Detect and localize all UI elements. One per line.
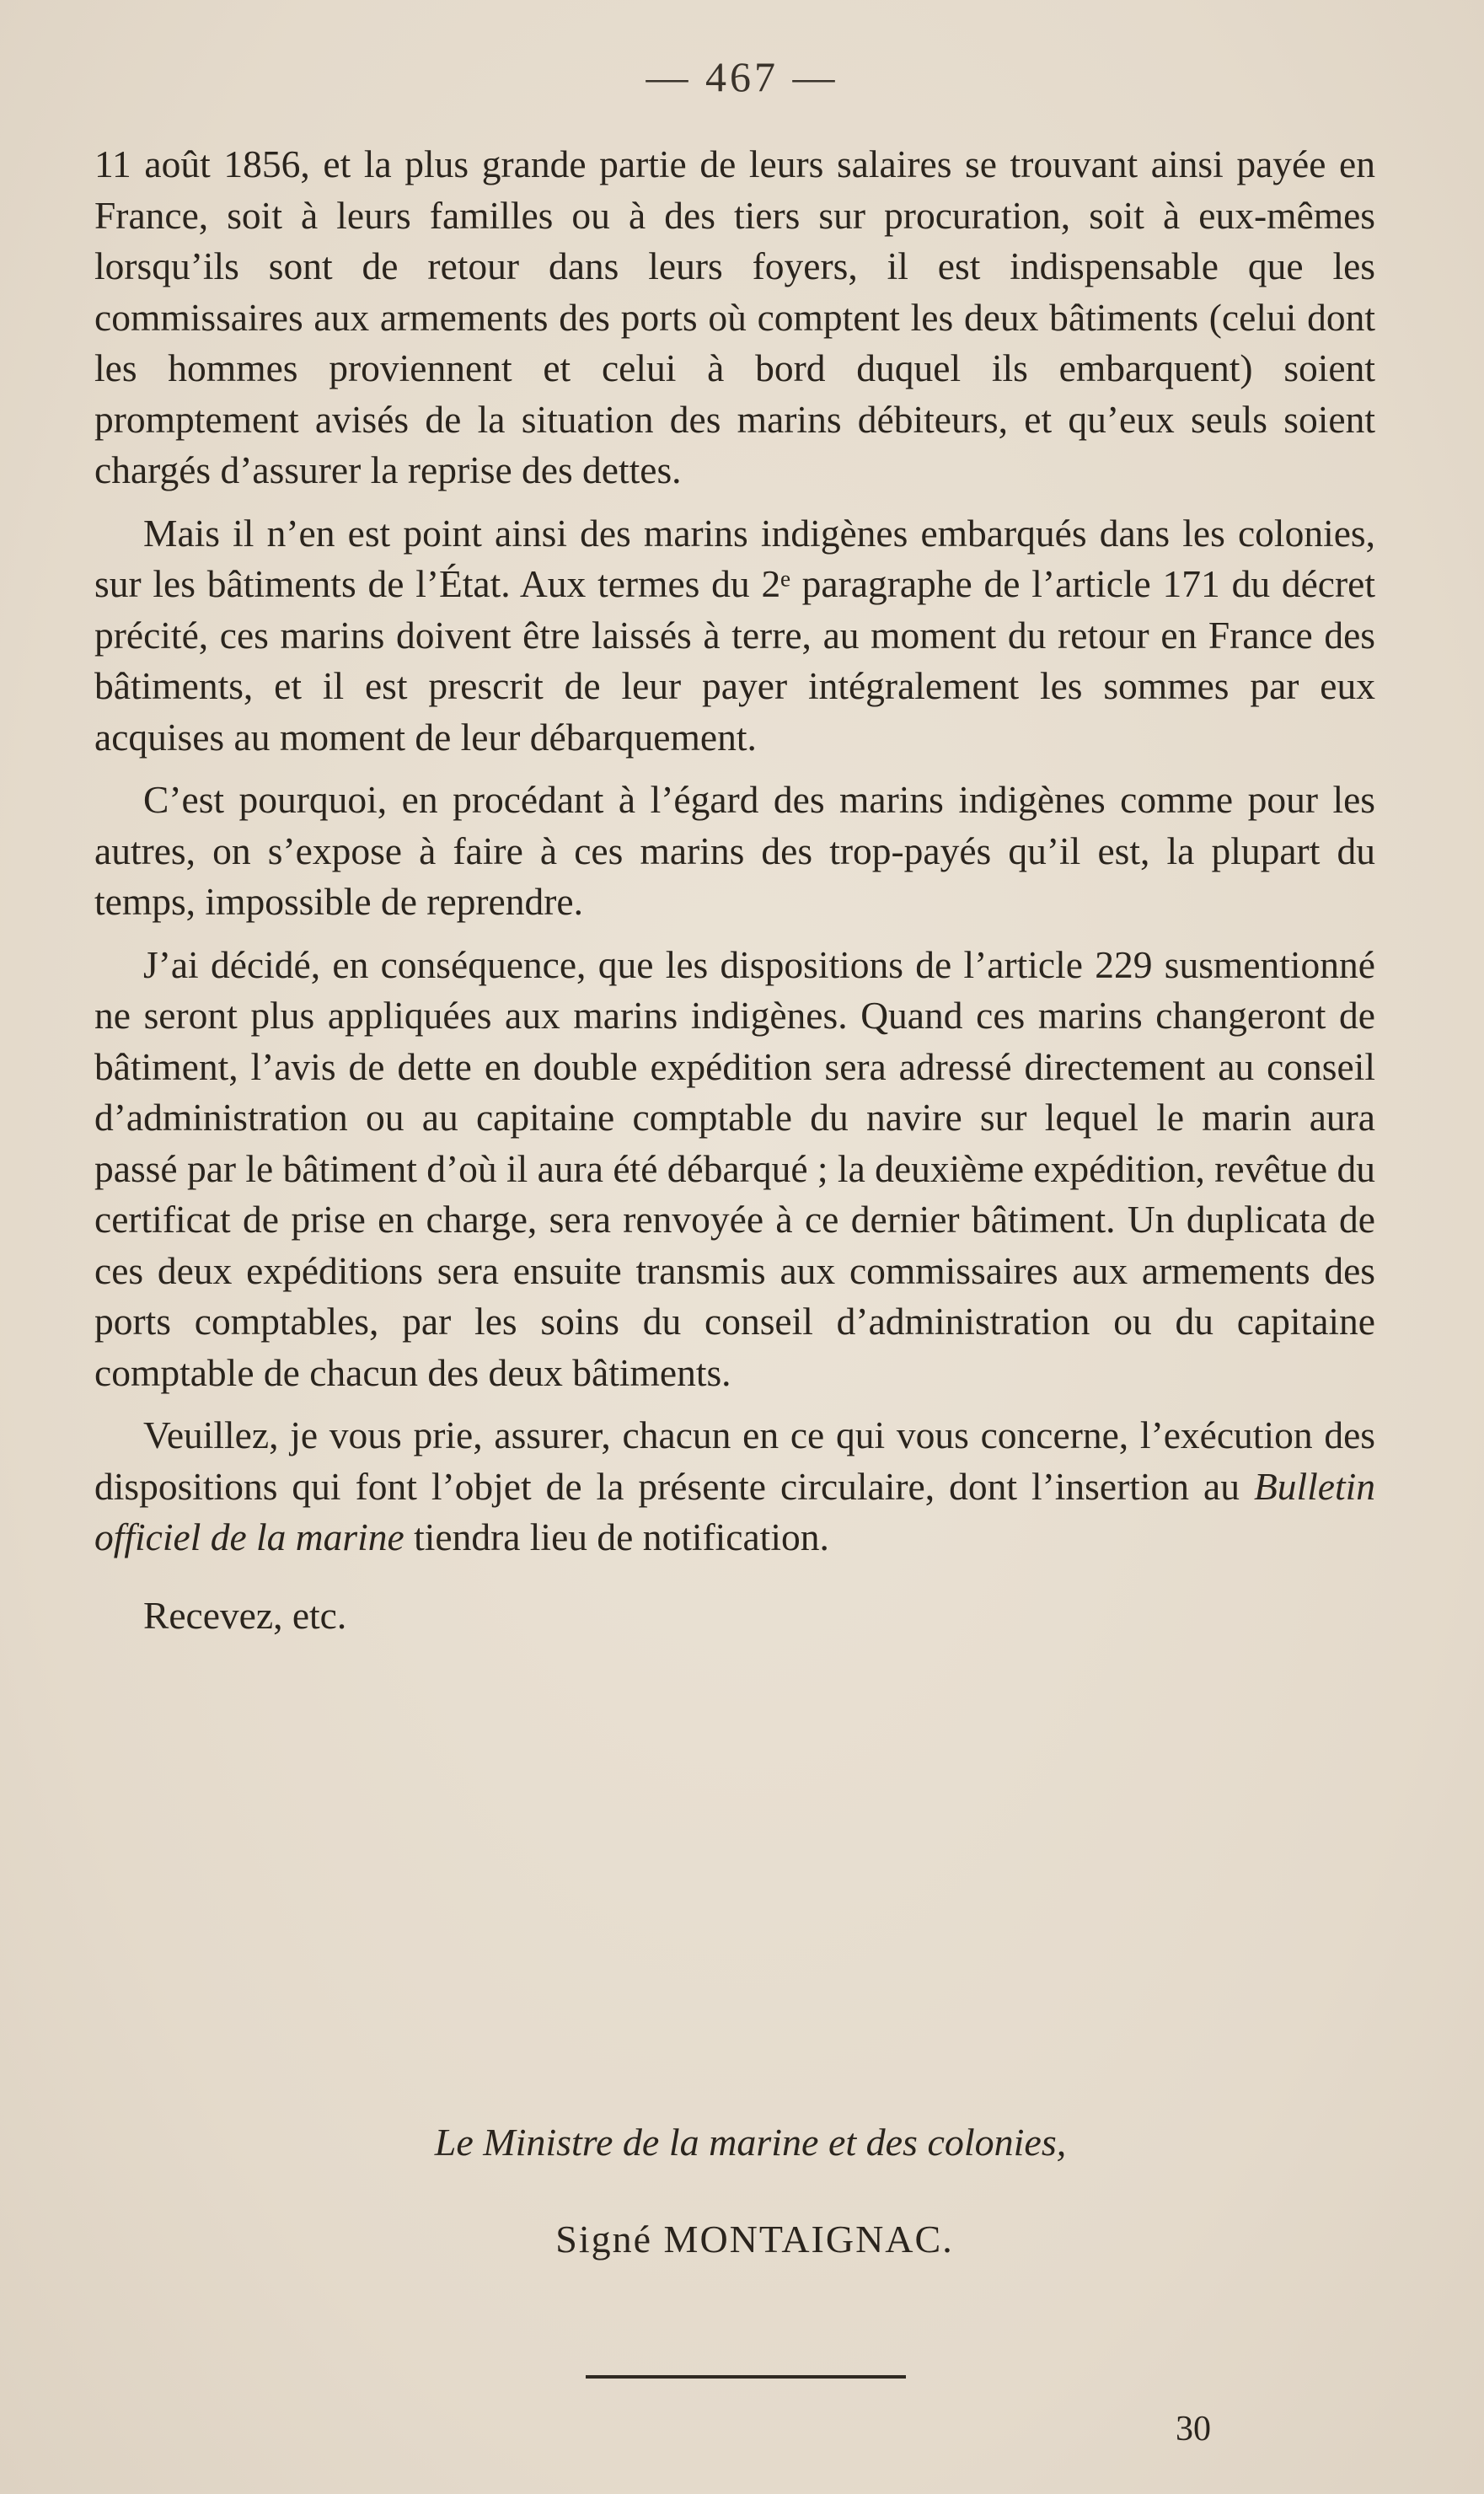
sheet-number: 30 <box>1176 2410 1211 2448</box>
signatory-name: Signé MONTAIGNAC. <box>555 2218 954 2261</box>
bulletin-title: Bulletin officiel de la marine <box>94 1464 1375 1558</box>
footer-rule <box>586 2375 906 2379</box>
paragraph-overpayments: C’est pourquoi, en procédant à l’égard des marins indigènes comme pour les autres, on s’expose à faire à ces marins des trop-payés qu’il est, la plupart du temps, impossible de reprendre. <box>94 778 1375 923</box>
document-body <box>94 139 1375 1653</box>
paragraph-indigenous-sailors: Mais il n’en est point ainsi des marins indigènes embarqués dans les colonies, sur les bâtiments de l’État. Aux termes du 2ᵉ paragraphe de l’article 171 du décret précité, ces marins doivent être laissés à terre, au moment du retour en France des bâtiments, et il est prescrit de leur payer intégralement les sommes par eux acquises au moment de leur débarquement. <box>94 511 1375 759</box>
paragraph-decision: J’ai décidé, en conséquence, que les dispositions de l’article 229 susmentionné ne seront plus appliquées aux marins indigènes. Quand ces marins changeront de bâtiment, l’avis de dette en double expédition sera adressé directement au conseil d’administration ou au capitaine comptable du navire sur lequel le marin aura passé par le bâtiment d’où il aura été débarqué ; la deuxième expédition, revêtue du certificat de prise en charge, sera renvoyée à ce dernier bâtiment. Un duplicata de ces deux expéditions sera ensuite transmis aux commissaires aux armements des ports comptables, par les soins du conseil d’administration ou du capitaine comptable de chacun des deux bâtiments. <box>94 942 1375 1394</box>
paragraph-continuation: 11 août 1856, et la plus grande partie de leurs salaires se trouvant ainsi payée en France, soit à leurs familles ou à des tiers sur procuration, soit à eux-mêmes lorsqu’ils sont de retour dans leurs foyers, il est indispensable que les commissaires aux armements des ports où comptent les deux bâtiments (celui dont les hommes proviennent et celui à bord duquel ils embarquent) soient promptement avisés de la situation des marins débiteurs, et qu’eux seuls soient chargés d’assurer la reprise des dettes. <box>94 142 1375 491</box>
page-number: — 467 — <box>646 53 838 100</box>
execution-text-end: tiendra lieu de notification. <box>404 1515 829 1558</box>
closing-formula: Recevez, etc. <box>143 1593 347 1637</box>
signatory-title: Le Ministre de la marine et des colonies, <box>434 2121 1067 2164</box>
paragraph-execution <box>94 1410 1375 1563</box>
execution-text-start: Veuillez, je vous prie, assurer, chacun en ce qui vous concerne, l’exécution des dispositions qui font l’objet de la présente circulaire, dont l’insertion au <box>94 1413 1375 1508</box>
